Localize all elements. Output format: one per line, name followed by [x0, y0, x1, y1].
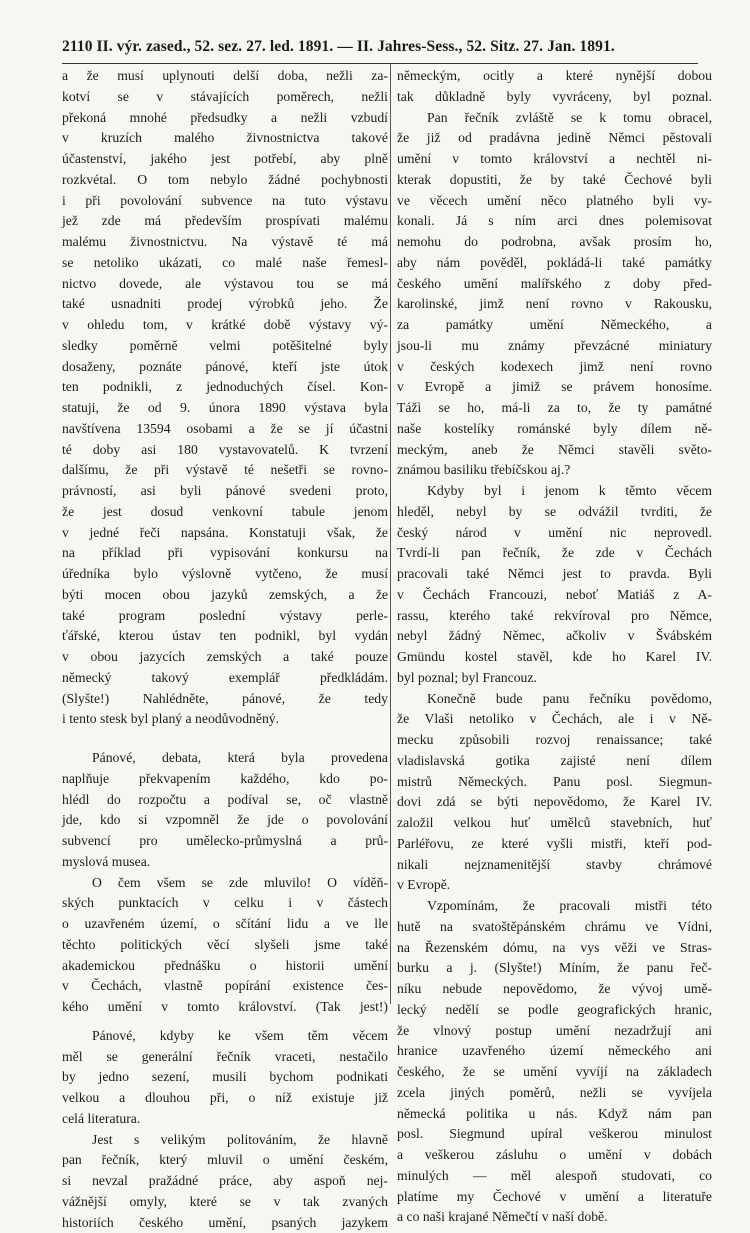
text-line: by jedno sezení, musili bychom podnikati	[62, 1067, 388, 1088]
text-line: historiích českého umění, psaných jazykem	[62, 1213, 388, 1233]
text-line: mistrů Německých. Panu posl. Siegmun-	[397, 772, 712, 793]
right-column	[397, 66, 712, 1228]
text-line: dovi zdá se býti nepovědomo, že Karel IV.	[397, 792, 712, 813]
text-line: ťářské, kterou ústav ten podnikl, byl vydán	[62, 626, 388, 647]
text-line: ve věcech umění něco platného byli vy-	[397, 191, 712, 212]
text-line: sledky poměrně velmi potěšitelné byly	[62, 336, 388, 357]
text-line: lecký nedělí se podle geografických hranic,	[397, 1000, 712, 1021]
text-line: jde, kdo si vzpomněl že jde o povolování	[62, 810, 388, 831]
text-line: český národ v umění nic neprovedl.	[397, 523, 712, 544]
text-line: nemohu do podrobna, avšak prosím ho,	[397, 232, 712, 253]
text-line: Gmündu kostel stavěl, kde ho Karel IV.	[397, 647, 712, 668]
text-line: O čem všem se zde mluvilo! O víděň-	[62, 873, 388, 894]
text-line: navštívena 13594 osobami a že se jí účastni	[62, 419, 388, 440]
left-column	[62, 66, 388, 1233]
text-line: kotví se v stávajících poměrech, nežli	[62, 87, 388, 108]
text-line: Pánové, debata, která byla provedena	[62, 748, 388, 769]
text-line: burku a j. (Slyšte!) Míním, že panu řeč-	[397, 958, 712, 979]
text-line: ten podnikli, z jednoduchých čísel. Kon-	[62, 377, 388, 398]
text-line: zcela jiných poměrů, nežli se vyvíjela	[397, 1083, 712, 1104]
text-line: dosaženy, poznáte pánové, kteří jste útok	[62, 357, 388, 378]
text-line: v jedné řeči napsána. Konstatuji však, že	[62, 523, 388, 544]
text-line: pracovali také Němci jest to pravda. Byli	[397, 564, 712, 585]
text-line: naplňuje překvapením každého, kdo po-	[62, 769, 388, 790]
text-line: (Slyšte!) Nahlédněte, pánové, že tedy	[62, 689, 388, 710]
text-line: minulých — měl alespoň studovati, co	[397, 1166, 712, 1187]
text-line: nikali nejznamenitější stavby chrámové	[397, 855, 712, 876]
header-rule	[62, 63, 698, 64]
page-header: 2110 II. výr. zased., 52. sez. 27. led. 1891. — II. Jahres-Sess., 52. Sitz. 27. Jan. 1891.	[62, 38, 702, 56]
text-line: Vzpomínám, že pracovali mistři této	[397, 896, 712, 917]
text-line: o uzavřeném území, o sčítání lidu a ve lle	[62, 914, 388, 935]
column-divider	[390, 64, 391, 1004]
text-line: Konečně bude panu řečníku povědomo,	[397, 689, 712, 710]
text-line: jež zde má především prospívati malému	[62, 211, 388, 232]
text-line: účastenství, jakého jest potřebí, aby plně	[62, 149, 388, 170]
text-line: kého umění v tomto království. (Tak jest!)	[62, 997, 388, 1018]
text-line: také program poslední výstavy perle-	[62, 606, 388, 627]
text-line: v Evropě.	[397, 875, 712, 896]
text-line: německý takový exemplář předkládám.	[62, 668, 388, 689]
text-line: hlédl do rozpočtu a podíval se, oč vlastně	[62, 790, 388, 811]
text-line: ských punktacích v celku i v částech	[62, 893, 388, 914]
text-line: posl. Siegmund upíral veškerou minulost	[397, 1124, 712, 1145]
text-line: konali. Já s ním arci dnes polemisovat	[397, 211, 712, 232]
text-line: nictvo dovede, ale výstavou tou se má	[62, 274, 388, 295]
text-line: mecku způsobili rozvoj renaissance; také	[397, 730, 712, 751]
text-line: naše kostelíky románské byly dílem ně-	[397, 419, 712, 440]
text-line: a veškerou zásluhu o umění v dobách	[397, 1145, 712, 1166]
text-line: a že musí uplynouti delší doba, nežli za-	[62, 66, 388, 87]
text-line: že jest dosud venkovní tabule jenom	[62, 502, 388, 523]
text-line: vážnější omyly, které se v tak zvaných	[62, 1192, 388, 1213]
text-line: za památky umění Německého, a	[397, 315, 712, 336]
text-line: i při povolování subvence na tuto výstavu	[62, 191, 388, 212]
text-line: akademickou přednášku o historii umění	[62, 956, 388, 977]
text-line: českého, že se umění vyvíjí na základech	[397, 1062, 712, 1083]
text-line: celá literatura.	[62, 1109, 388, 1130]
text-line: na Řezenském dómu, na vys věži ve Stras-	[397, 938, 712, 959]
text-line: jsou-li mu známy převzácné miniatury	[397, 336, 712, 357]
text-line: Kdyby byl i jenom k těmto věcem	[397, 481, 712, 502]
text-line: rozkvétal. O tom nebylo žádné pochybnosti	[62, 170, 388, 191]
text-line: v Čechách Francouzi, neboť Matiáš z A-	[397, 585, 712, 606]
text-line: a co naši krajané Němečtí v naší době.	[397, 1207, 712, 1228]
text-line: statuji, že od 9. února 1890 výstava byla	[62, 398, 388, 419]
text-line: subvencí pro umělecko-průmyslná a prů-	[62, 831, 388, 852]
text-line: na příklad při vypisování konkursu na	[62, 543, 388, 564]
text-line: v obou jazycích zemských a také pouze	[62, 647, 388, 668]
text-line: Jest s velikým politováním, že hlavně	[62, 1130, 388, 1151]
text-line: Parléřovu, ze které vyšli mistři, kteří pod-	[397, 834, 712, 855]
text-line: platíme my Čechové v umění a literatuře	[397, 1187, 712, 1208]
text-line	[62, 1018, 388, 1026]
text-line: v Čechách, vlastně popírání existence čes-	[62, 976, 388, 997]
text-line: umění v tomto království a nechtěl ni-	[397, 149, 712, 170]
text-line: že Vlaši netoliko v Čechách, ale i v Ně-	[397, 709, 712, 730]
text-line: nebyl žádný Němec, ačkoliv v Švábském	[397, 626, 712, 647]
text-line: úředníka bylo výslovně vytčeno, že musí	[62, 564, 388, 585]
text-line: v českých kodexech jimž není rovno	[397, 357, 712, 378]
text-line: myslová musea.	[62, 852, 388, 873]
text-line: hranice uzavřeného území německého ani	[397, 1041, 712, 1062]
text-line: německým, ocitly a které nynější dobou	[397, 66, 712, 87]
text-line: v Evropě a jimiž se právem honosíme.	[397, 377, 712, 398]
text-line: českého umění malířského z doby před-	[397, 274, 712, 295]
text-line: známou basiliku třebíčskou aj.?	[397, 460, 712, 481]
text-line: karolinské, jimž není rovno v Rakousku,	[397, 294, 712, 315]
text-line: Tážì se ho, má-li za to, že ty památné	[397, 398, 712, 419]
text-line: i tento stesk byl planý a neodůvodněný.	[62, 709, 388, 730]
text-line: hutě na svatoštěpánském chrámu ve Vídni,	[397, 917, 712, 938]
text-line: Tvrdí-li pan řečník, že zde v Čechách	[397, 543, 712, 564]
text-line: té doby asi 180 vystavovatelů. K tvrzení	[62, 440, 388, 461]
text-line: si nevzal pražádné práce, aby aspoň nej-	[62, 1171, 388, 1192]
text-line: že vlnový postup umění nezadržují ani	[397, 1021, 712, 1042]
text-line: právností, asi byli pánové svedeni proto,	[62, 481, 388, 502]
text-line: Pan řečník zvláště se k tomu obracel,	[397, 108, 712, 129]
text-line: vladislavská gotika zajisté není dílem	[397, 751, 712, 772]
text-line: malému živnostnictvu. Na výstavě té má	[62, 232, 388, 253]
text-line: také usnadniti prodej výrobků jeho. Že	[62, 294, 388, 315]
text-line: velkou a dlouhou při, o níž existuje již	[62, 1088, 388, 1109]
text-line: níku nebude nepovědomo, že vývoj umě-	[397, 979, 712, 1000]
text-line: aby nám pověděl, pokládá-li také památky	[397, 253, 712, 274]
text-line: dalšímu, že při výstavě té nešetři se rovno-	[62, 460, 388, 481]
text-line: hleděl, nebyl by se odvážil tvrditi, že	[397, 502, 712, 523]
text-line: meckým, aneb že Němci stavěli světo-	[397, 440, 712, 461]
text-line: pan řečník, který mluvil o umění českém,	[62, 1150, 388, 1171]
text-line: kterak dopustiti, že by také Čechové byli	[397, 170, 712, 191]
text-line: německá politika u nás. Když nám pan	[397, 1104, 712, 1125]
text-line: byl poznal; byl Francouz.	[397, 668, 712, 689]
text-line: se netoliko ukázati, co malé naše řemesl-	[62, 253, 388, 274]
text-line: překoná mnohé předsudky a nežli vzbudí	[62, 108, 388, 129]
text-line: založil velkou huť umělců stavebních, huť	[397, 813, 712, 834]
text-line: tak důkladně byly vyvráceny, byl poznal.	[397, 87, 712, 108]
text-line: Pánové, kdyby ke všem těm věcem	[62, 1026, 388, 1047]
text-line: měl se generální řečník vraceti, nestačilo	[62, 1047, 388, 1068]
text-line	[62, 730, 388, 748]
text-line: býti mocen obou jazyků zemských, a že	[62, 585, 388, 606]
text-line: že již od pradávna jedině Němci pěstovali	[397, 128, 712, 149]
text-line: v kruzích malého živnostnictva takové	[62, 128, 388, 149]
text-line: rassu, kterého také rekvíroval pro Němce,	[397, 606, 712, 627]
text-line: těchto politických věcí slyšeli jsme také	[62, 935, 388, 956]
text-line: v ohledu tom, v krátké době výstavy vý-	[62, 315, 388, 336]
